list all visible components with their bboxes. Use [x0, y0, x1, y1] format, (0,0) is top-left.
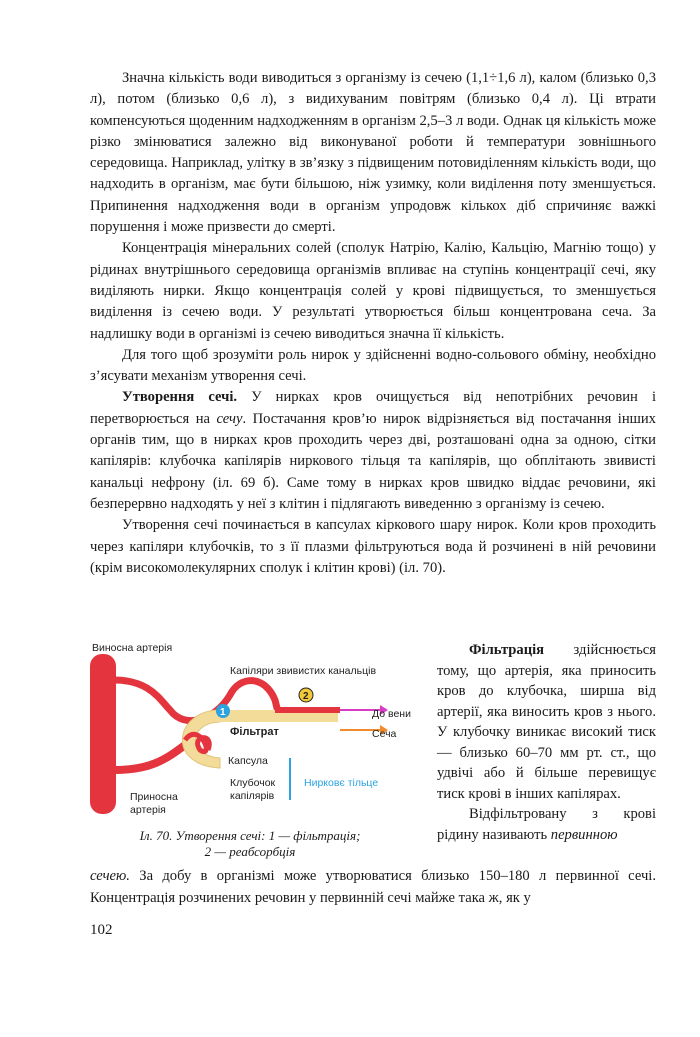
paragraph-urine-formation: Утворення сечі. У нирках кров очищується від непотрібних речовин і перетворюється на сечу. Постачання кров’ю нирок відрізняється від постачання інших органів тим, що в нирках кров проходить через дві, розташовані одна за одною, сітки капілярів: клубочка капілярів ниркового тільця та капілярів, що обплітають звивисті канальці нефрону (іл. 69 б). Саме тому в нирках кров швидко віддає речовини, які безперервно надходять у неї з клітин і підлягають виведенню з організму із сечею.: [90, 389, 656, 512]
label-urine: Сеча: [372, 728, 397, 740]
paragraph-filtration: Фільтрація здійснюється тому, що артерія, яка приносить кров до клубочка, ширша від артерії, яка виносить кров з нього. У клубочку виникає високий тиск — близько 60–70 мм рт. ст., що удвічі або й більше перевищує тиск крові в інших капілярах.: [437, 642, 656, 802]
term-urine: сечу: [216, 410, 243, 427]
svg-text:артерія: артерія: [130, 804, 166, 816]
svg-text:2: 2: [303, 691, 309, 702]
afferent-artery: [114, 745, 185, 770]
page-number: 102: [90, 922, 113, 938]
paragraph-salts: Концентрація мінеральних солей (сполук Натрію, Калію, Кальцію, Магнію тощо) у рідинах внутрішнього середовища організмів впливає на ступінь концентрації сечі, яку виділяють нирки. Якщо концентрація солей у крові підвищується, то зменшується виділення із сечею води. У результаті утворюється більш концентрована сеча. За надлишку води в організмі із сечею виводиться значна її кількість.: [90, 240, 656, 342]
main-text: [90, 68, 656, 579]
term-filtration: Фільтрація: [469, 642, 545, 658]
label-capillaries: Капіляри звивистих канальців: [230, 665, 377, 677]
section-heading: Утворення сечі.: [122, 389, 238, 406]
label-filtrate: Фільтрат: [230, 726, 279, 738]
label-capsule: Капсула: [228, 755, 268, 767]
artery-trunk: [90, 654, 116, 814]
svg-text:капілярів: капілярів: [230, 790, 275, 802]
paragraph-primary-urine: Відфільтровану з крові рідину називають первинною: [437, 806, 656, 843]
label-efferent-artery: Виносна артерія: [92, 642, 173, 654]
paragraph-water-loss: Значна кількість води виводиться з організму із сечею (1,1÷1,6 л), калом (близько 0,3 л), потом (близько 0,6 л), з видихуваним повітрям (близько 0,4 л). Ці втрати компенсуються щоденним надходженням в організм 2,5–3 л води. Однак ця кількість може різко змінюватися залежно від виконуваної роботи й температури зовнішнього середовища. Наприклад, улітку в зв’язку з підвищеним потовиділенням кількість води, що надходить в організм, має бути більшою, ніж узимку, коли виділення поту зменшується. Припинення надходження води в організм упродовж кількох діб спричиняє важкі порушення і може призвести до смерті.: [90, 70, 656, 236]
svg-text:1: 1: [220, 707, 226, 718]
side-text: [437, 640, 656, 845]
term-primary-urine: сечею.: [90, 868, 130, 884]
label-afferent-artery: Приносна: [130, 791, 178, 803]
label-glomerulus: Клубочок: [230, 777, 276, 789]
label-to-vein: До вени: [372, 708, 411, 720]
bottom-text: [90, 866, 656, 909]
paragraph-capsules: Утворення сечі починається в капсулах кіркового шару нирок. Коли кров проходить через капіляри клубочків, то з її плазми фільтруються вода й розчинені в ній речовини (крім високомолекулярних сполук і клітин крові) (іл. 70).: [90, 517, 656, 576]
paragraph-bottom: сечею. За добу в організмі може утворюватися близько 150–180 л первинної сечі. Концентрація розчинених речовин у первинній сечі майже така ж, як у: [90, 868, 656, 906]
figure-caption: Іл. 70. Утворення сечі: 1 — фільтрація; 2 — реабсорбція: [139, 828, 361, 859]
paragraph-mechanism: Для того щоб зрозуміти роль нирок у здійсненні водно-сольового обміну, необхідно з’ясувати механізм утворення сечі.: [90, 346, 656, 385]
label-renal-body: Нирковє тільце: [304, 777, 379, 789]
